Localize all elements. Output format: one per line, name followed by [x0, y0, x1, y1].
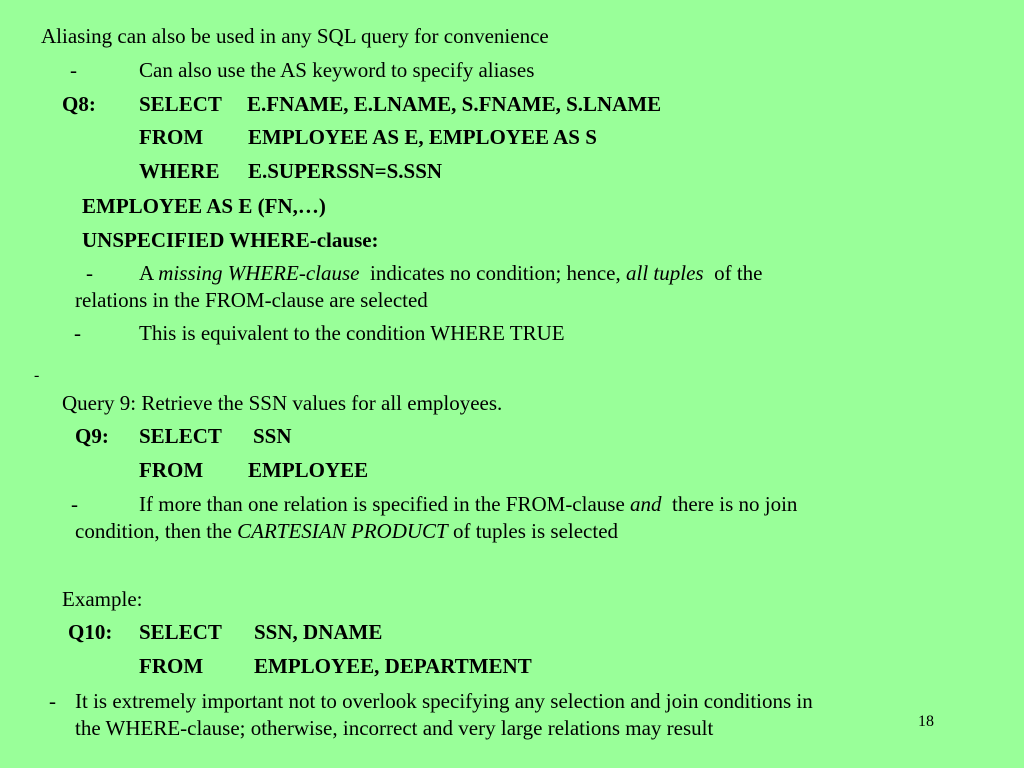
q8-where-keyword: WHERE: [139, 159, 220, 183]
stray-dash: -: [34, 367, 40, 384]
q10-from-keyword: FROM: [139, 654, 204, 678]
q8-select-keyword: SELECT: [139, 92, 222, 116]
q8-from-value: EMPLOYEE AS E, EMPLOYEE AS S: [248, 125, 597, 149]
emphasis-and: and: [630, 492, 662, 516]
emphasis-cartesian-product: CARTESIAN PRODUCT: [237, 519, 448, 543]
example-label: Example:: [62, 587, 143, 611]
q8-where-value: E.SUPERSSN=S.SSN: [248, 159, 443, 183]
bullet-important-warning: It is extremely important not to overlook specifying any selection and join conditions in: [75, 689, 813, 713]
bullet-dash: -: [71, 492, 78, 516]
text-segment: A: [139, 261, 154, 285]
text-segment: of tuples is selected: [452, 519, 619, 543]
q10-label: Q10:: [68, 620, 113, 644]
bullet-where-true: This is equivalent to the condition WHERE TRUE: [139, 321, 565, 345]
q8-from-keyword: FROM: [139, 125, 204, 149]
q10-from-value: EMPLOYEE, DEPARTMENT: [254, 654, 532, 678]
q9-select-keyword: SELECT: [139, 424, 222, 448]
bullet-dash: -: [49, 689, 56, 713]
q9-from-value: EMPLOYEE: [248, 458, 369, 482]
q10-select-keyword: SELECT: [139, 620, 222, 644]
emphasis-all-tuples: all tuples: [626, 261, 704, 285]
text-segment: there is no join: [672, 492, 798, 516]
unspecified-where-heading: UNSPECIFIED WHERE-clause:: [82, 228, 379, 252]
bullet-missing-where: [139, 261, 763, 285]
q8-label: Q8:: [62, 92, 96, 116]
q9-from-keyword: FROM: [139, 458, 204, 482]
text-segment: condition, then the: [75, 519, 232, 543]
q10-select-value: SSN, DNAME: [254, 620, 383, 644]
text-segment: of the: [714, 261, 763, 285]
page-number: 18: [918, 713, 934, 730]
bullet-cartesian: [139, 492, 797, 516]
bullet-dash: -: [70, 58, 77, 82]
emphasis-missing-where: missing WHERE-clause: [158, 261, 360, 285]
text-segment: If more than one relation is specified in the FROM-clause: [139, 492, 625, 516]
bullet-as-keyword: Can also use the AS keyword to specify aliases: [139, 58, 535, 82]
bullet-continuation: relations in the FROM-clause are selected: [75, 288, 428, 312]
bullet-dash: -: [74, 321, 81, 345]
text-segment: indicates no condition; hence,: [369, 261, 621, 285]
query9-description: Query 9: Retrieve the SSN values for all employees.: [62, 391, 503, 415]
alias-example: EMPLOYEE AS E (FN,…): [82, 194, 326, 218]
bullet-continuation: the WHERE-clause; otherwise, incorrect and very large relations may result: [75, 716, 714, 740]
q9-select-value: SSN: [253, 424, 292, 448]
bullet-continuation: [75, 519, 618, 543]
q8-select-value: E.FNAME, E.LNAME, S.FNAME, S.LNAME: [247, 92, 662, 116]
bullet-dash: -: [86, 261, 93, 285]
q9-label: Q9:: [75, 424, 109, 448]
intro-line: Aliasing can also be used in any SQL query for convenience: [41, 24, 549, 48]
